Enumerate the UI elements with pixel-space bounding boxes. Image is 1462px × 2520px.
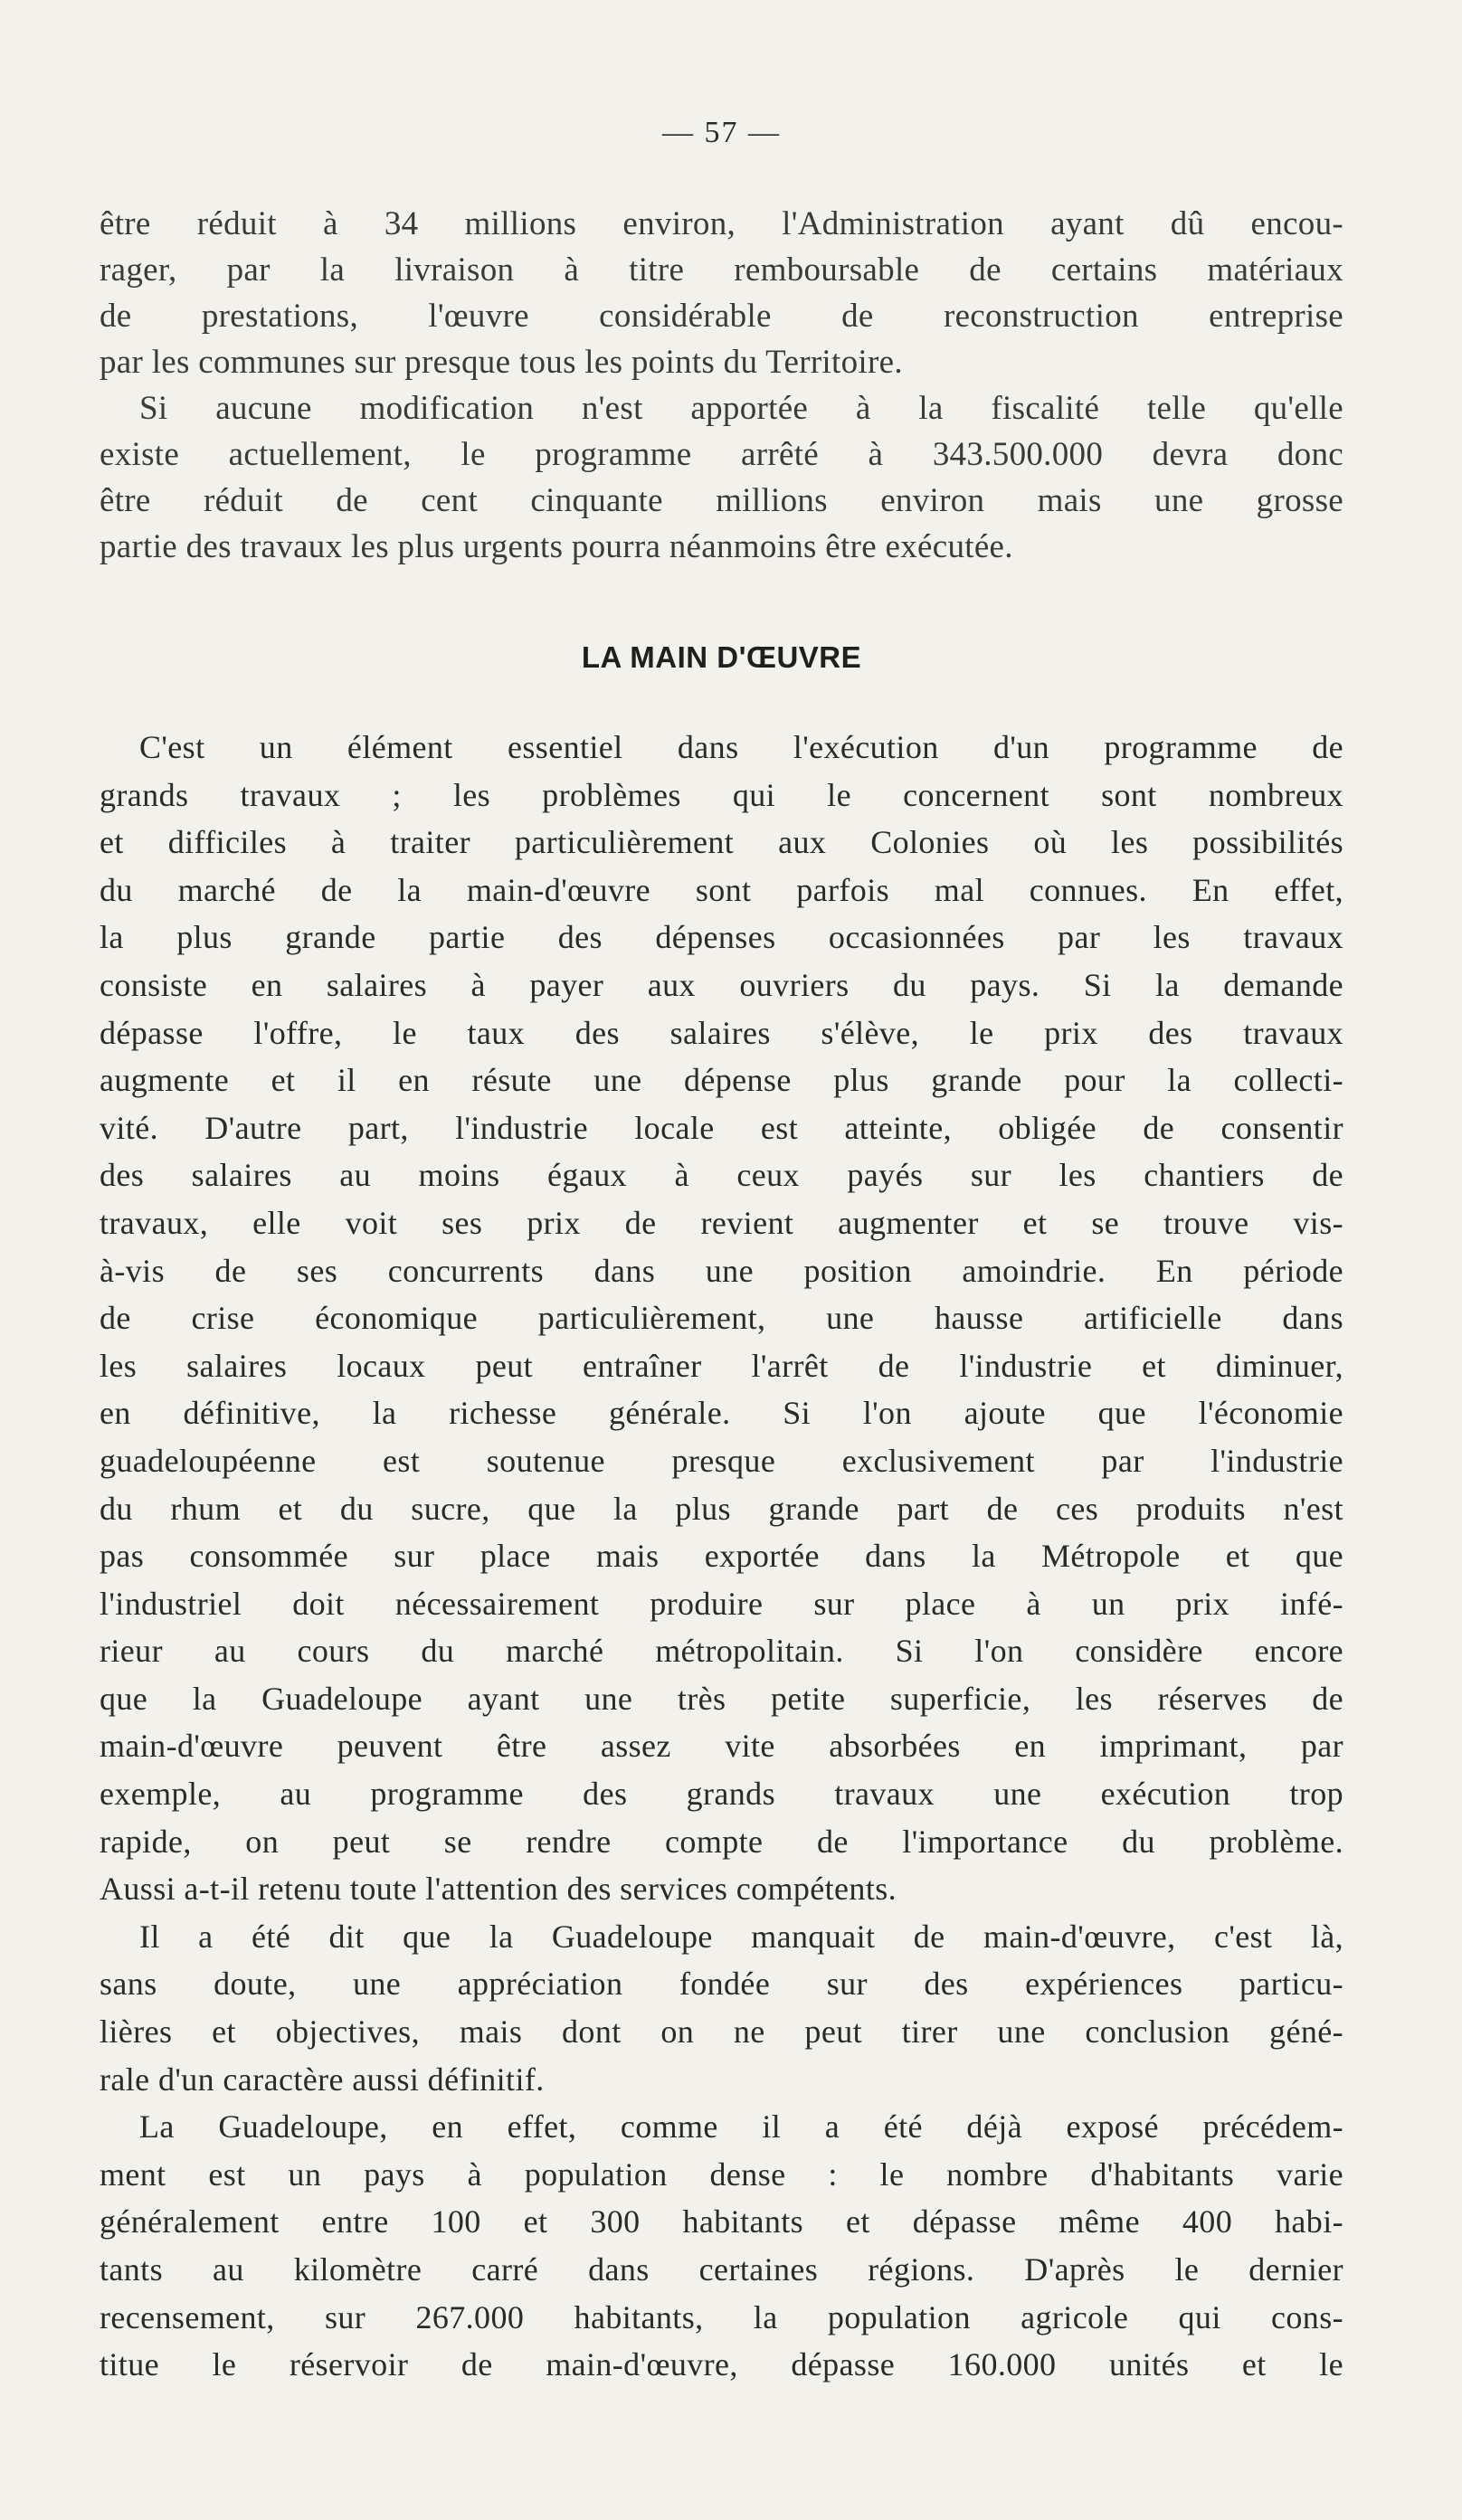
text-line: pas consommée sur place mais exportée dans la Métropole et que (100, 1538, 1343, 1575)
text-line: travaux, elle voit ses prix de revient augmenter et se trouve vis- (100, 1204, 1343, 1241)
text-line: Aussi a-t-il retenu toute l'attention des services compétents. (100, 1871, 897, 1908)
text-line: ment est un pays à population dense : le nombre d'habitants varie (100, 2155, 1343, 2193)
text-line: que la Guadeloupe ayant une très petite superficie, les réserves de (100, 1680, 1343, 1717)
text-line: Si aucune modification n'est apportée à la fiscalité telle qu'elle (139, 390, 1343, 427)
text-line: rager, par la livraison à titre remboursable de certains matériaux (100, 251, 1343, 289)
text-line: titue le réservoir de main-d'œuvre, dépasse 160.000 unités et le (100, 2346, 1343, 2383)
text-line: en définitive, la richesse générale. Si l'on ajoute que l'économie (100, 1395, 1343, 1432)
text-line: rapide, on peut se rendre compte de l'importance du problème. (100, 1823, 1343, 1860)
text-line: de crise économique particulièrement, une hausse artificielle dans (100, 1300, 1343, 1337)
paragraph (100, 385, 1343, 570)
text-line: dépasse l'offre, le taux des salaires s'élève, le prix des travaux (100, 1014, 1343, 1051)
text-line: tants au kilomètre carré dans certaines régions. D'après le dernier (100, 2251, 1343, 2288)
text-line: par les communes sur presque tous les points du Territoire. (100, 344, 903, 381)
text-line: généralement entre 100 et 300 habitants et dépasse même 400 habi- (100, 2203, 1343, 2241)
text-line: partie des travaux les plus urgents pourra néanmoins être exécutée. (100, 528, 1013, 565)
text-line: main-d'œuvre peuvent être assez vite absorbées en imprimant, par (100, 1728, 1343, 1765)
text-line: recensement, sur 267.000 habitants, la population agricole qui cons- (100, 2298, 1343, 2335)
paragraph (100, 1913, 1343, 2103)
text-line: les salaires locaux peut entraîner l'arrêt de l'industrie et diminuer, (100, 1347, 1343, 1384)
document-page (100, 0, 1343, 2520)
text-line: la plus grande partie des dépenses occasionnées par les travaux (100, 919, 1343, 956)
paragraph (100, 201, 1343, 385)
text-line: existe actuellement, le programme arrêté à 343.500.000 devra donc (100, 436, 1343, 473)
section-heading: LA MAIN D'ŒUVRE (581, 640, 862, 674)
text-line: des salaires au moins égaux à ceux payés sur les chantiers de (100, 1157, 1343, 1194)
text-line: guadeloupéenne est soutenue presque exclusivement par l'industrie (100, 1442, 1343, 1479)
text-line: du marché de la main-d'œuvre sont parfois mal connues. En effet, (100, 871, 1343, 908)
text-line: vité. D'autre part, l'industrie locale est atteinte, obligée de consentir (100, 1109, 1343, 1146)
text-line: grands travaux ; les problèmes qui le concernent sont nombreux (100, 776, 1343, 813)
text-line: et difficiles à traiter particulièrement aux Colonies où les possibilités (100, 824, 1343, 861)
text-line: Il a été dit que la Guadeloupe manquait de main-d'œuvre, c'est là, (139, 1918, 1343, 1955)
text-line: être réduit de cent cinquante millions environ mais une grosse (100, 482, 1343, 519)
text-line: l'industriel doit nécessairement produire sur place à un prix infé- (100, 1585, 1343, 1622)
text-line: consiste en salaires à payer aux ouvriers du pays. Si la demande (100, 966, 1343, 1003)
text-line: La Guadeloupe, en effet, comme il a été déjà exposé précédem- (139, 2108, 1343, 2146)
page-number: — 57 — (662, 116, 781, 149)
text-line: du rhum et du sucre, que la plus grande part de ces produits n'est (100, 1490, 1343, 1527)
text-line: rieur au cours du marché métropolitain. Si l'on considère encore (100, 1633, 1343, 1670)
text-line: C'est un élément essentiel dans l'exécution d'un programme de (139, 729, 1343, 765)
text-line: de prestations, l'œuvre considérable de reconstruction entreprise (100, 298, 1343, 335)
text-line: augmente et il en résute une dépense plus grande pour la collecti- (100, 1062, 1343, 1099)
text-line: à-vis de ses concurrents dans une position amoindrie. En période (100, 1252, 1343, 1289)
paragraph (100, 2103, 1343, 2389)
intro-text-block (100, 201, 1343, 570)
text-line: lières et objectives, mais dont on ne peut tirer une conclusion géné- (100, 2013, 1343, 2051)
text-line: sans doute, une appréciation fondée sur des expériences particu- (100, 1966, 1343, 2003)
text-line: rale d'un caractère aussi définitif. (100, 2061, 545, 2098)
section-body (100, 724, 1343, 2389)
text-line: être réduit à 34 millions environ, l'Administration ayant dû encou- (100, 205, 1343, 242)
paragraph (100, 724, 1343, 1913)
text-line: exemple, au programme des grands travaux une exécution trop (100, 1776, 1343, 1813)
